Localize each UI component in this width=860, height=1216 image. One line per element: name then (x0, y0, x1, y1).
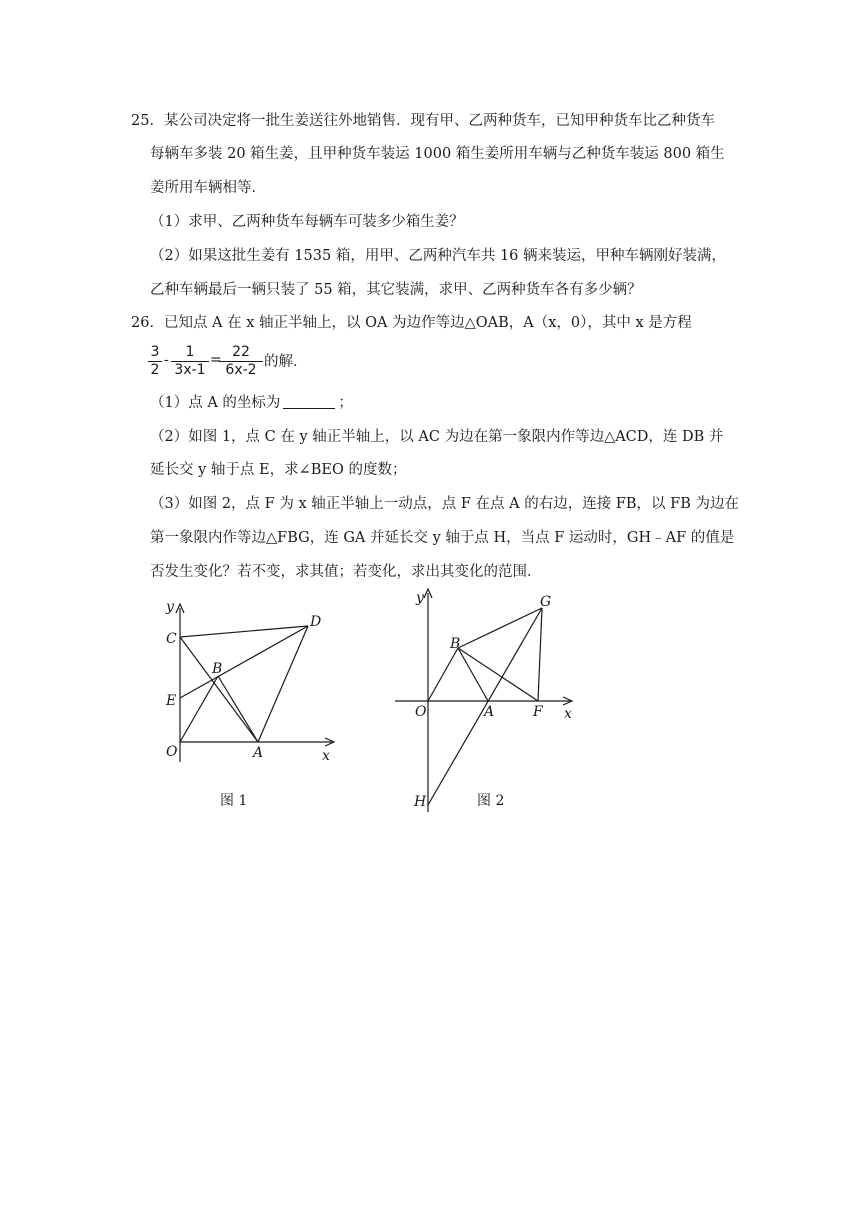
fraction-3-numerator: 22 (219, 344, 263, 362)
q26-part-1-prefix: （1）点 A 的坐标为 (150, 395, 281, 411)
fig2-label-A: A (484, 704, 495, 720)
q25-line-3: 姜所用车辆相等． (150, 180, 266, 196)
q25-part-2-line-1: （2）如果这批生姜有 1535 箱，用甲、乙两种汽车共 16 辆来装运，甲种车辆刚好装满， (150, 248, 727, 264)
fraction-1-denominator: 2 (150, 362, 160, 378)
fig2-label-x: x (564, 706, 572, 722)
equals-sign: = (210, 352, 222, 368)
q26-part-3-line-2: 第一象限内作等边△FBG，连 GA 并延长交 y 轴于点 H，当点 F 运动时，GH﹣AF 的值是 (150, 530, 735, 546)
fig2-label-y: y (416, 590, 424, 606)
equation-suffix: 的解． (264, 354, 308, 370)
fraction-2-numerator: 1 (171, 344, 209, 362)
figure-1-caption: 图 1 (220, 793, 248, 809)
fraction-2-denominator: 3x-1 (174, 362, 206, 378)
figure-2-caption: 图 2 (477, 793, 505, 809)
q25-part-2-line-2: 乙种车辆最后一辆只装了 55 箱，其它装满，求甲、乙两种货车各有多少辆？ (150, 282, 642, 298)
fig2-segment-GF (538, 608, 542, 701)
q25-line-2: 每辆车多装 20 箱生姜，且甲种货车装运 1000 箱生姜所用车辆与乙种货车装运 800 箱生 (150, 146, 725, 162)
fraction-1-numerator: 3 (148, 344, 162, 362)
q26-line-1: 26．已知点 A 在 x 轴正半轴上，以 OA 为边作等边△OAB，A（x，0），其中 x 是方程 (131, 315, 692, 331)
q26-part-2-line-2: 延长交 y 轴于点 E，求∠BEO 的度数； (150, 462, 407, 478)
q26-part-3-line-3: 否发生变化？若不变，求其值；若变化，求出其变化的范围． (150, 564, 542, 580)
fig2-label-F: F (533, 704, 543, 720)
fig1-label-E: E (166, 693, 177, 709)
fig1-label-y: y (166, 599, 174, 615)
q26-part-3-line-1: （3）如图 2，点 F 为 x 轴正半轴上一动点，点 F 在点 A 的右边，连接 FB，以 FB 为边在 (150, 496, 739, 512)
q26-part-1-suffix: ； (338, 395, 353, 411)
fig2-segment-BF (458, 648, 538, 701)
fig2-segment-BA (458, 648, 488, 701)
fig2-label-O: O (415, 704, 427, 720)
fraction-3-denominator: 6x-2 (225, 362, 257, 378)
fig1-label-A: A (253, 745, 264, 761)
fig1-label-x: x (322, 748, 330, 764)
fig2-label-B: B (450, 636, 461, 652)
q25-line-1: 25．某公司决定将一批生姜送往外地销售．现有甲、乙两种货车，已知甲种货车比乙种货车 (131, 113, 715, 129)
fig2-label-H: H (414, 794, 427, 810)
q25-part-1: （1）求甲、乙两种货车每辆车可装多少箱生姜？ (150, 214, 464, 230)
fig1-label-D: D (310, 614, 322, 630)
fig2-segment-OB (428, 648, 458, 701)
fig2-segment-BG (458, 608, 542, 648)
q26-part-2-line-1: （2）如图 1，点 C 在 y 轴正半轴上，以 AC 为边在第一象限内作等边△ACD，连 DB 并 (150, 429, 724, 445)
fig1-label-O: O (166, 744, 178, 760)
fig2-label-G: G (540, 594, 552, 610)
fig1-label-C: C (166, 631, 177, 647)
minus-sign: - (164, 352, 169, 368)
fig1-label-B: B (212, 661, 223, 677)
